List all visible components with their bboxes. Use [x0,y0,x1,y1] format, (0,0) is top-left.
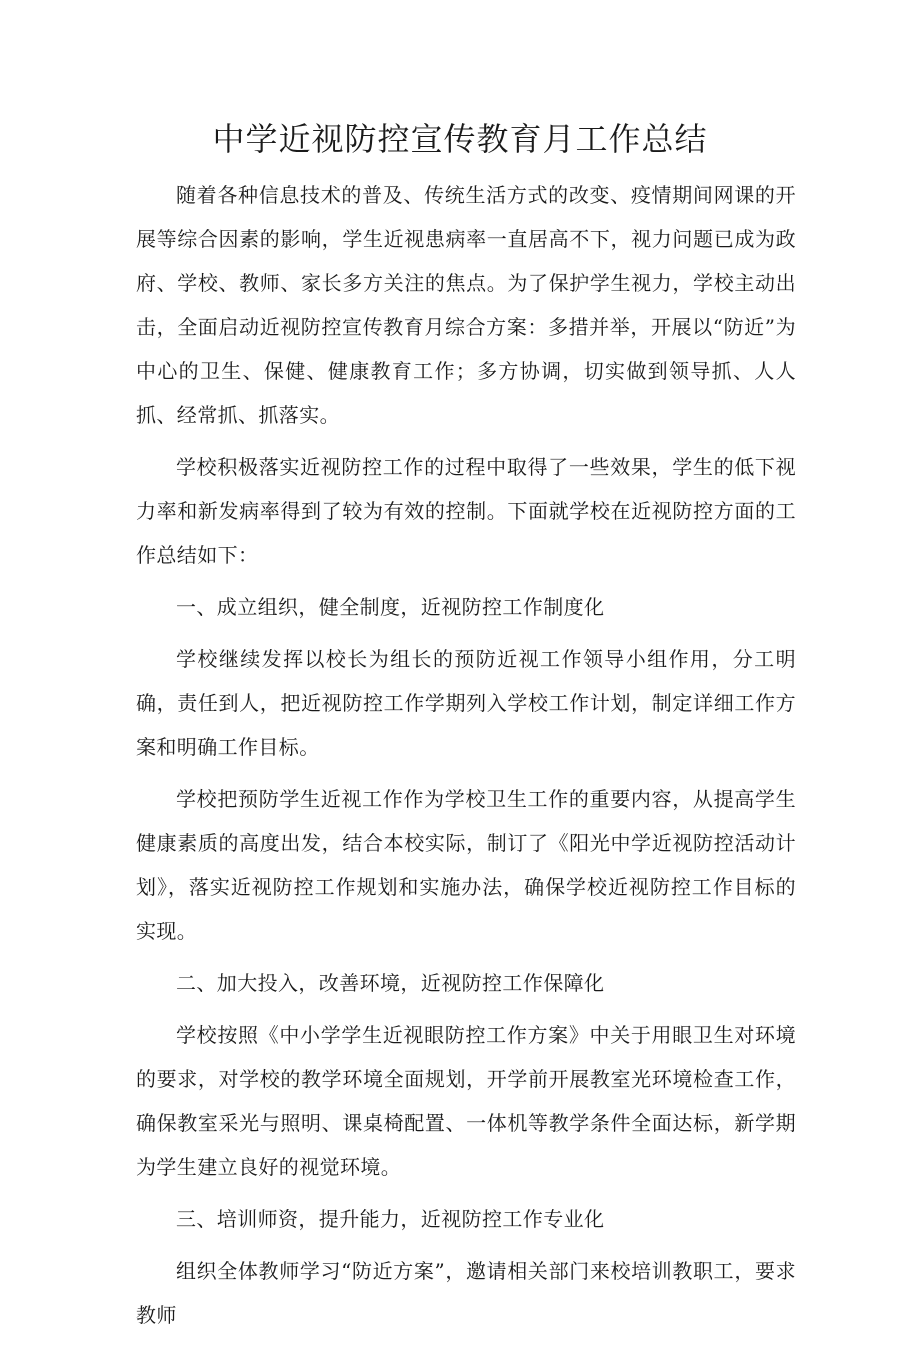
paragraph-intro: 随着各种信息技术的普及、传统生活方式的改变、疫情期间网课的开展等综合因素的影响，学生近视患病率一直居高不下，视力问题已成为政府、学校、教师、家长多方关注的焦点。为了保护学生视力，学校主动出击，全面启动近视防控宣传教育月综合方案：多措并举，开展以“防近”为中心的卫生、保健、健康教育工作；多方协调，切实做到领导抓、人人抓、经常抓、抓落实。 [136,183,796,427]
section-heading-3: 三、培训师资，提升能力，近视防控工作专业化 [176,1207,605,1231]
paragraph-section-1b: 学校把预防学生近视工作作为学校卫生工作的重要内容，从提高学生健康素质的高度出发，结合本校实际，制订了《阳光中学近视防控活动计划》，落实近视防控工作规划和实施办法，确保学校近视防控工作目标的实现。 [136,787,796,943]
paragraph-summary: 学校积极落实近视防控工作的过程中取得了一些效果，学生的低下视力率和新发病率得到了较为有效的控制。下面就学校在近视防控方面的工作总结如下： [136,455,796,567]
paragraph-section-3: 组织全体教师学习“防近方案”，邀请相关部门来校培训教职工，要求教师 [136,1259,796,1327]
section-heading-2: 二、加大投入，改善环境，近视防控工作保障化 [176,971,605,995]
document-body [136,173,796,1345]
section-heading-1: 一、成立组织，健全制度，近视防控工作制度化 [176,595,605,619]
document-title: 中学近视防控宣传教育月工作总结 [212,120,708,158]
paragraph-section-2: 学校按照《中小学学生近视眼防控工作方案》中关于用眼卫生对环境的要求，对学校的教学环境全面规划，开学前开展教室光环境检查工作，确保教室采光与照明、课桌椅配置、一体机等教学条件全面达标，新学期为学生建立良好的视觉环境。 [136,1023,796,1179]
paragraph-section-1a: 学校继续发挥以校长为组长的预防近视工作领导小组作用，分工明确，责任到人，把近视防控工作学期列入学校工作计划，制定详细工作方案和明确工作目标。 [136,647,796,759]
